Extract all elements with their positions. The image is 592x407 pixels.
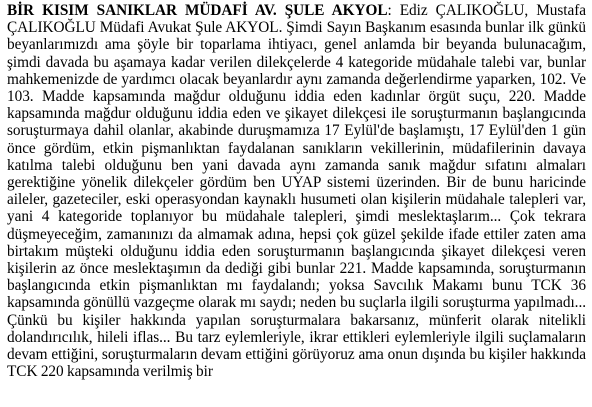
transcript-paragraph <box>7 2 586 380</box>
speaker-separator: : <box>387 2 392 19</box>
paragraph-body-text: Ediz ÇALIKOĞLU, Mustafa ÇALIKOĞLU Müdafi Avukat Şule AKYOL. Şimdi Sayın Başkanım esasında bunlar ilk günkü beyanlarımızdı ama şöyle bir toparlama ihtiyacı, genel anlamda bir beyanda bulunacağım, şimdi davada bu aşamaya kadar verilen dilekçelerde 4 kategoride müdahale talebi var, bunlar mahkemenizde de yardımcı olacak beyanlardır aynı zamanda değerlendirme yaparken, 102. Ve 103. Madde kapsamında mağdur olduğunu iddia eden kadınlar örgüt suçu, 220. Madde kapsamında mağdur olduğunu iddia eden ve şikayet dilekçesi ile soruşturmanın başlangıcında soruşturmaya dahil olanlar, akabinde duruşmamıza 17 Eylül'de başlamıştı, 17 Eylül'den 1 gün önce gördüm, etkin pişmanlıktan faydalanan sanıkların vekillerinin, müdafilerinin davaya katılma talebi olduğunu ben yani davada aynı zamanda sanık mağdur sıfatını almaları gerektiğine yönelik dilekçeler gördüm ben UYAP sistemi üzerinden. Bir de bunu haricinde aileler, gazeteciler, eski operasyondan kaynaklı husumeti olan kişilerin müdahale talepleri var, yani 4 kategoride toplanıyor bu müdahale talepleri, şimdi meslektaşlarım... Çok tekrara düşmeyeceğim, zamanınızı da almamak adına, hepsi çok güzel şekilde ifade ettiler zaten ama birtakım müşteki olduğunu iddia eden soruşturmanın başlangıcında şikayet dilekçesi veren kişilerin az önce meslektaşımın da dediği gibi bunlar 221. Madde kapsamında, soruşturmanın başlangıcında etkin pişmanlıktan mı faydalandı; yoksa Savcılık Makamı bunu TCK 36 kapsamında gönüllü vazgeçme olarak mı saydı; neden bu suçlarla ilgili soruşturma yapılmadı... Çünkü bu kişiler hakkında yapılan soruşturmalara bakarsanız, münferit olarak nitelikli dolandırıcılık, hileli iflas... Bu tarz eylemleriyle, ikrar ettikleri eylemleriyle ilgili suçlamaların devam ettiğini, soruşturmaların devam ettiğini görüyoruz ama onun dışında bu kişiler hakkında TCK 220 kapsamında verilmiş bir <box>7 2 586 381</box>
speaker-label: BİR KISIM SANIKLAR MÜDAFİ AV. ŞULE AKYOL <box>7 2 388 19</box>
